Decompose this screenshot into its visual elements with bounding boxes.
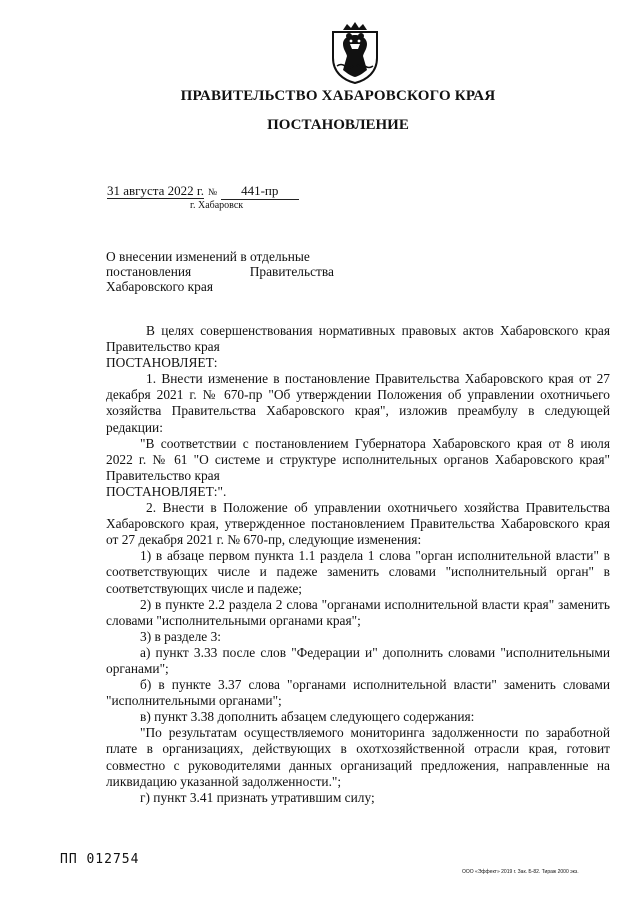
subject-line: Хабаровского края — [106, 279, 213, 294]
paragraph: "В соответствии с постановлением Губернатора Хабаровского края от 8 июля 2022 г. № 61 "О системе и структуре исполнительных органов Хабаровского края" Правительство края — [106, 435, 610, 483]
paragraph: б) в пункте 3.37 слова "органами исполнительной власти" заменить словами "исполнительными органами"; — [106, 677, 610, 709]
form-code: ПП 012754 — [60, 852, 140, 867]
subject-word: Правительства — [249, 264, 334, 279]
document-date: 31 августа 2022 г. — [107, 183, 204, 198]
document-type: ПОСТАНОВЛЕНИЕ — [267, 117, 409, 133]
paragraph: в) пункт 3.38 дополнить абзацем следующего содержания: — [140, 709, 475, 725]
paragraph: 1. Внести изменение в постановление Правительства Хабаровского края от 27 декабря 2021 г. № 670-пр "Об утверждении Положения об управлении охотничьего хозяйства Правительства Хабаровского края", изложив преамбулу в следующей редакции: — [106, 371, 610, 435]
government-title: ПРАВИТЕЛЬСТВО ХАБАРОВСКОГО КРАЯ — [180, 88, 496, 104]
paragraph: 2) в пункте 2.2 раздела 2 слова "органами исполнительной власти края" заменить словами "исполнительными органами края"; — [106, 596, 610, 628]
paragraph: 1) в абзаце первом пункта 1.1 раздела 1 слова "орган исполнительной власти" в соответствующих числе и падеже заменить словами "исполнительный орган" в соответствующих числе и падеже; — [106, 548, 610, 596]
paragraph: ПОСТАНОВЛЯЕТ:". — [106, 483, 227, 499]
paragraph: а) пункт 3.33 после слов "Федерации и" дополнить словами "исполнительными органами"; — [106, 644, 610, 676]
paragraph: 2. Внести в Положение об управлении охотничьего хозяйства Правительства Хабаровского края, утвержденное постановлением Правительства Хабаровского края от 27 декабря 2021 г. № 670-пр, следующие изменения: — [106, 500, 610, 548]
title-block — [0, 82, 640, 134]
subject-line: О внесении изменений в отдельные — [106, 249, 310, 264]
paragraph: ПОСТАНОВЛЯЕТ: — [106, 355, 218, 371]
paragraph: "По результатам осуществляемого мониторинга задолженности по заработной плате в организациях, действующих в охотхозяйственной отрасли края, готовит совместно с руководителями данных организаций предложения, направленные на ликвидацию указанной задолженности."; — [106, 725, 610, 789]
date-number-line — [107, 183, 299, 200]
subject-word: постановления — [106, 264, 192, 279]
subject-line — [106, 264, 334, 279]
document-body — [106, 323, 610, 806]
document-number: 441-пр — [221, 183, 299, 200]
paragraph: г) пункт 3.41 признать утратившим силу; — [140, 789, 375, 805]
printer-info: ООО «Эффект» 2019 г. Зак. Б-82. Тираж 2000 экз. — [462, 869, 579, 875]
paragraph: 3) в разделе 3: — [140, 628, 222, 644]
coat-of-arms-icon — [329, 22, 381, 84]
number-sign: № — [208, 188, 218, 198]
paragraph: В целях совершенствования нормативных правовых актов Хабаровского края Правительство края — [106, 323, 610, 355]
document-subject — [106, 249, 334, 294]
document-city: г. Хабаровск — [190, 200, 244, 211]
